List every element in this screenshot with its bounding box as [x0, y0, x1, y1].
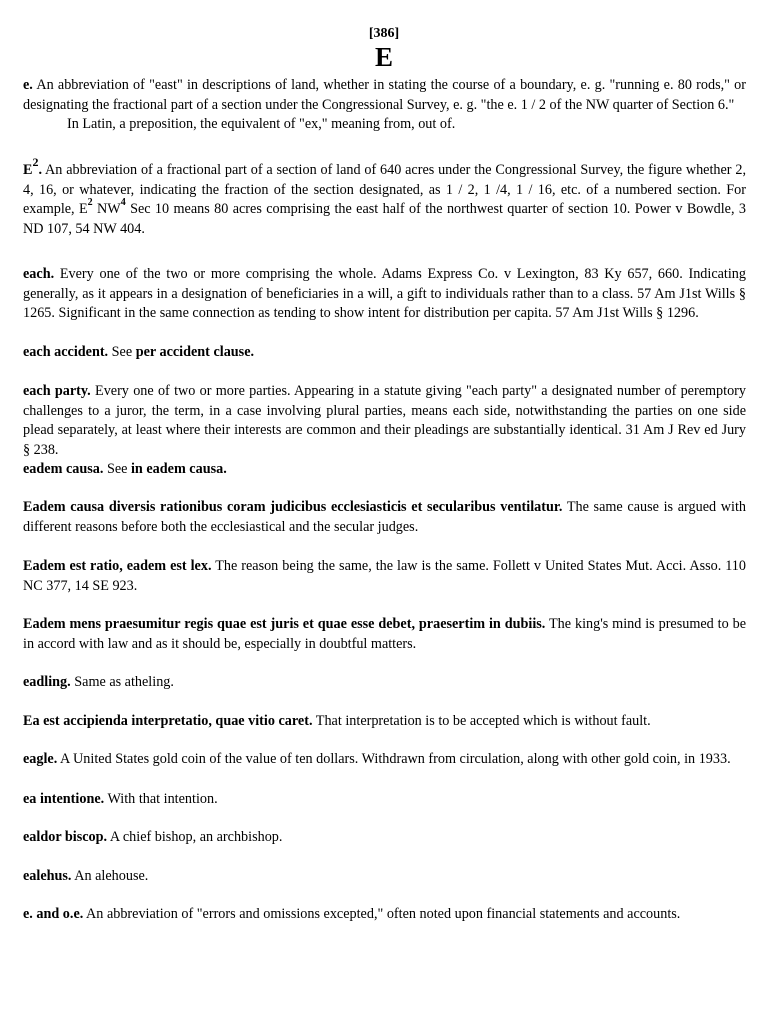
entry-e: [23, 76, 746, 135]
entry-term: eagle.: [23, 751, 58, 767]
entry-term: each.: [23, 266, 55, 282]
entry-definition: See: [103, 461, 131, 477]
entry-term: eadling.: [23, 674, 71, 690]
entry-term: Ea est accipienda interpretatio, quae vitio caret.: [23, 713, 313, 729]
entry-definition: An alehouse.: [71, 868, 149, 884]
entry-term: each party.: [23, 383, 91, 399]
entry-definition: See: [108, 344, 136, 360]
entry-term: Eadem mens praesumitur regis quae est juris et quae esse debet, praesertim in dubiis.: [23, 616, 546, 632]
page-number: [386]: [368, 26, 400, 41]
entry-term: each accident.: [23, 344, 109, 360]
entry-continuation: In Latin, a preposition, the equivalent of "ex," meaning from, out of.: [67, 116, 456, 133]
entry-term: Eadem est ratio, eadem est lex.: [23, 558, 212, 574]
entry-definition-part2: NW: [92, 201, 121, 218]
entry-definition: A chief bishop, an archbishop.: [107, 829, 283, 845]
entry-definition: An abbreviation of "errors and omissions excepted," often noted upon financial statements and accounts.: [83, 906, 681, 922]
entry-term: Eadem causa diversis rationibus coram judicibus ecclesiasticis et secularibus ventilatur.: [23, 499, 563, 515]
entry-definition: An abbreviation of "east" in descriptions of land, whether in stating the course of a boundary, e. g. "running e. 80 rods," or designating the fractional part of a section under the Congressional Survey, e. g. "the e. 1 / 2 of the NW quarter of Section 6.": [23, 77, 746, 113]
entry-term: ealehus.: [23, 868, 72, 884]
entry-term: e. and o.e.: [23, 906, 84, 922]
entry-eadling: [23, 673, 746, 693]
entry-e2: [23, 155, 746, 239]
superscript: 4: [120, 197, 126, 209]
superscript: 2: [87, 197, 93, 209]
entry-eadem-causa: [23, 460, 746, 480]
cross-reference: per accident clause.: [135, 344, 255, 360]
cross-reference: in eadem causa.: [130, 461, 227, 477]
entry-definition: Same as atheling.: [70, 674, 174, 690]
entry-term: e.: [23, 77, 33, 93]
term-period: .: [38, 162, 43, 178]
entry-definition: The king's mind is presumed to be in accord with law and as it should be, especially in doubtful matters.: [23, 616, 747, 652]
entry-eadem-mens: [23, 615, 746, 654]
entry-definition: The same cause is argued with different reasons before both the ecclesiastical and the secular judges.: [23, 499, 746, 535]
entry-term: ea intentione.: [23, 791, 105, 807]
entry-ealdor-biscop: [23, 828, 746, 848]
entry-ea-est-accipienda: [23, 712, 746, 732]
entry-definition: Every one of the two or more comprising the whole. Adams Express Co. v Lexington, 83 Ky 657, 660. Indicating generally, as it appears in a designation of beneficiaries in a will, a gift to individuals rather than to a class. 57 Am J1st Wills § 1265. Significant in the same connection as tending to show intent for distribution per capita. 57 Am J1st Wills § 1296.: [23, 266, 746, 322]
entry-term: ealdor biscop.: [23, 829, 108, 845]
entry-term: [23, 155, 43, 178]
entry-eagle: [23, 750, 746, 770]
entry-definition: The reason being the same, the law is the same. Follett v United States Mut. Acci. Asso. 110 NC 377, 14 SE 923.: [23, 558, 746, 594]
term-superscript: 2: [32, 155, 39, 170]
entry-definition: A United States gold coin of the value of ten dollars. Withdrawn from circulation, along with other gold coin, in 1933.: [57, 751, 731, 767]
entry-definition-part1: An abbreviation of a fractional part of a section of land of 640 acres under the Congressional Survey, the figure whether 2, 4, 16, or whatever, indicating the fraction of the section designated, as 1 / 2, 1 /4, 1 / 16, etc. of a numbered section. For example, E: [23, 162, 746, 218]
entry-term: eadem causa.: [23, 461, 104, 477]
entry-each: [23, 265, 746, 324]
entry-definition: With that intention.: [104, 791, 218, 807]
entry-definition: Every one of two or more parties. Appearing in a statute giving "each party" a designated number of peremptory challenges to a juror, the term, in a case involving plural parties, means each side, notwithstanding the parties on one side plead separately, at least where their interests are common and their pleadings are substantially identical. 31 Am J Rev ed Jury § 238.: [23, 383, 746, 458]
entry-e-and-oe: [23, 905, 746, 925]
section-letter-heading: E: [374, 42, 393, 72]
entry-ea-intentione: [23, 790, 746, 810]
entry-definition-part3: Sec 10 means 80 acres comprising the east half of the northwest quarter of section 10. Power v Bowdle, 3 ND 107, 54 NW 404.: [23, 201, 746, 237]
entry-eadem-est-ratio: [23, 557, 746, 596]
term-base: E: [23, 162, 33, 178]
entry-each-accident: [23, 343, 746, 363]
entry-eadem-causa-diversis: [23, 498, 746, 537]
entry-ealehus: [23, 867, 746, 887]
entry-each-party: [23, 382, 746, 460]
entry-definition: That interpretation is to be accepted which is without fault.: [312, 713, 651, 729]
